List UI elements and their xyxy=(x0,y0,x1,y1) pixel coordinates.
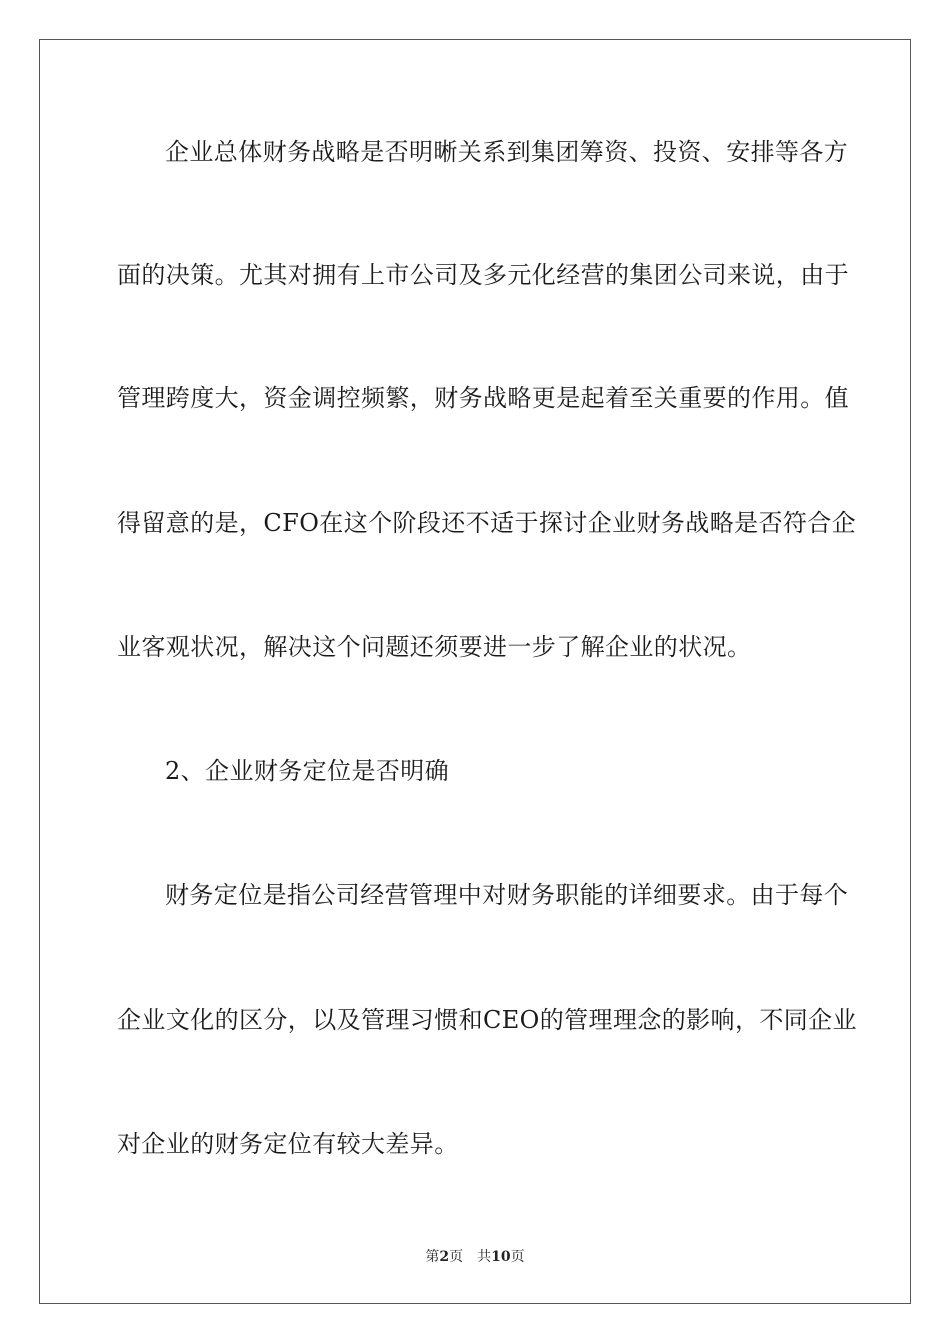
page-border xyxy=(39,39,911,1304)
page-number: 2 xyxy=(439,1249,450,1265)
paragraph-1-line-3: 管理跨度大，资金调控频繁，财务战略更是起着至关重要的作用。值 xyxy=(117,384,849,412)
page-prefix: 第 xyxy=(425,1249,440,1265)
page-suffix: 页 xyxy=(449,1249,464,1265)
total-prefix: 共 xyxy=(477,1249,492,1265)
paragraph-3-line-2: 企业文化的区分，以及管理习惯和CEO的管理理念的影响，不同企业 xyxy=(117,1006,857,1034)
page-footer xyxy=(0,1248,950,1266)
paragraph-3-line-3: 对企业的财务定位有较大差异。 xyxy=(117,1130,459,1158)
paragraph-1-line-4: 得留意的是，CFO在这个阶段还不适于探讨企业财务战略是否符合企 xyxy=(117,509,857,537)
total-pages: 10 xyxy=(491,1249,511,1265)
paragraph-3-line-1: 财务定位是指公司经营管理中对财务职能的详细要求。由于每个 xyxy=(165,881,849,909)
section-heading: 2、企业财务定位是否明确 xyxy=(165,757,450,785)
paragraph-1-line-2: 面的决策。尤其对拥有上市公司及多元化经营的集团公司来说，由于 xyxy=(117,261,849,289)
paragraph-1-line-5: 业客观状况，解决这个问题还须要进一步了解企业的状况。 xyxy=(117,633,752,661)
total-suffix: 页 xyxy=(510,1249,525,1265)
paragraph-1-line-1: 企业总体财务战略是否明晰关系到集团筹资、投资、安排等各方 xyxy=(165,138,849,166)
